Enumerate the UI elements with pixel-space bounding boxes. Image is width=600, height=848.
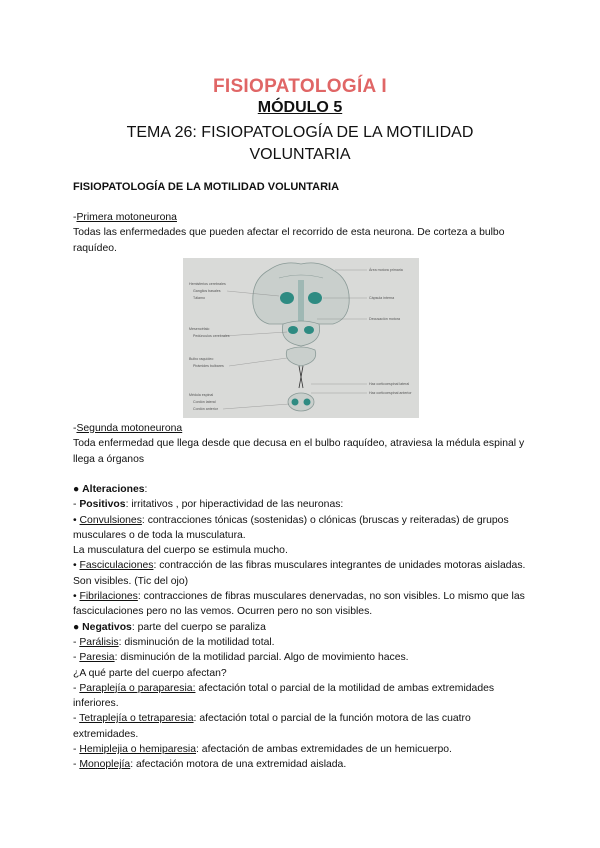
dash: - — [73, 759, 80, 771]
tetraplejia-item — [73, 711, 533, 742]
convulsiones-item — [73, 513, 533, 544]
right-label: Haz corticoespinal lateral — [369, 382, 410, 386]
alteraciones-block — [73, 482, 533, 773]
bullet: ● — [73, 621, 80, 633]
fasciculaciones-item — [73, 558, 533, 589]
primera-prefix: - — [73, 212, 77, 223]
left-label: Bulbo raquídeo — [189, 357, 214, 361]
left-label: Hemisferios cerebrales — [189, 282, 226, 286]
primera-text: Todas las enfermedades que pueden afectar el recorrido de esta neurona. De corteza a bulbo raquídeo. — [73, 227, 505, 254]
positivos-label: Positivos — [79, 499, 126, 511]
paresia-text: : disminución de la motilidad parcial. Algo de movimiento haces. — [114, 652, 409, 664]
negativos-label: Negativos — [82, 621, 132, 633]
fasciculaciones-text: : contracción de las fibras musculares integrantes de unidades motoras aisladas. Son visibles. (Tic del ojo) — [73, 560, 526, 587]
bullet: • — [73, 514, 80, 526]
right-label: Decusación motora — [369, 317, 400, 321]
right-label: Haz corticoespinal anterior — [369, 391, 412, 395]
fasciculaciones-term: Fasciculaciones — [79, 560, 154, 572]
question-line: ¿A qué parte del cuerpo afectan? — [73, 667, 227, 679]
spinal-right-tract — [304, 399, 311, 406]
course-title: FISIOPATOLOGÍA I — [212, 76, 388, 97]
monoplejia-term: Monoplejía — [79, 759, 131, 771]
alteraciones-heading — [73, 482, 533, 497]
right-basal-ganglia — [308, 292, 322, 304]
fibrilaciones-item — [73, 589, 533, 620]
paraplejia-item — [73, 681, 533, 712]
monoplejia-item — [73, 757, 533, 772]
monoplejia-text: : afectación motora de una extremidad aislada. — [130, 759, 347, 771]
convulsiones-term: Convulsiones — [79, 514, 142, 526]
convulsiones-text: : contracciones tónicas (sostenidas) o clónicas (bruscas y reiteradas) de grupos musculares o de toda la musculatura. — [73, 514, 509, 541]
spinal-left-tract — [292, 399, 299, 406]
topic-title: TEMA 26: FISIOPATOLOGÍA DE LA MOTILIDAD VOLUNTARIA — [126, 124, 474, 163]
fibrilaciones-text: : contracciones de fibras musculares denervadas, no son visibles. Lo mismo que las fasciculaciones pero no las vemos. Ocurren pero no son visibles. — [73, 591, 525, 618]
section-heading: FISIOPATOLOGÍA DE LA MOTILIDAD VOLUNTARIA — [73, 181, 340, 193]
negativos-text: : parte del cuerpo se paraliza — [131, 621, 266, 633]
segunda-title: Segunda motoneurona — [76, 423, 183, 434]
paraplejia-text: afectación total o parcial de la motilidad de ambas extremidades inferiores. — [73, 682, 495, 710]
dash: - — [73, 744, 80, 756]
bullet: ● — [73, 484, 80, 495]
right-label: Área motora primaria — [369, 268, 403, 272]
segunda-motoneurona-block — [73, 421, 533, 467]
motor-pathway-figure — [183, 258, 419, 418]
positivos-text: : irritativos , por hiperactividad de las neuronas: — [125, 499, 344, 511]
right-peduncle — [304, 326, 314, 334]
left-label: Cordón anterior — [193, 407, 218, 411]
dash: - — [73, 636, 80, 648]
internal-capsule — [298, 280, 304, 324]
segunda-text: Toda enfermedad que llega desde que decusa en el bulbo raquídeo, atraviesa la médula espinal y llega a órganos — [73, 438, 525, 465]
paresia-item — [73, 650, 533, 665]
negativos-line — [73, 620, 533, 635]
paralisis-item — [73, 635, 533, 650]
hemiplejia-text: : afectación de ambas extremidades de un hemicuerpo. — [196, 744, 452, 756]
bullet: • — [73, 560, 80, 572]
hemiplejia-term: Hemiplejia o hemiparesia — [79, 744, 197, 756]
paralisis-text: : disminución de la motilidad total. — [118, 636, 275, 648]
tetraplejia-term: Tetraplejía o tetraparesia — [79, 713, 194, 725]
segunda-prefix: - — [73, 423, 77, 434]
paralisis-term: Parálisis — [79, 636, 119, 648]
musculatura-line: La musculatura del cuerpo se estimula mucho. — [73, 545, 288, 557]
module-title: MÓDULO 5 — [257, 99, 343, 116]
right-label: Cápsula interna — [369, 296, 395, 300]
left-label: Cordón lateral — [193, 400, 216, 404]
bullet: • — [73, 591, 80, 603]
dash: - — [73, 713, 80, 725]
left-label: Médula espinal — [189, 393, 214, 397]
primera-motoneurona-block — [73, 210, 533, 256]
motor-pathway-diagram — [183, 258, 419, 418]
alteraciones-title: Alteraciones — [82, 484, 145, 495]
hemiplejia-item — [73, 742, 533, 757]
positivos-line — [73, 497, 533, 512]
left-label: Mesencéfalo — [189, 327, 210, 331]
left-basal-ganglia — [280, 292, 294, 304]
primera-title: Primera motoneurona — [76, 212, 177, 223]
dash: - — [73, 682, 80, 694]
tetraplejia-text: : afectación total o parcial de la función motora de las cuatro extremidades. — [73, 713, 471, 740]
paraplejia-term: Paraplejía o paraparesia: — [79, 682, 196, 694]
dash: - — [73, 652, 80, 664]
left-peduncle — [288, 326, 298, 334]
left-label: Pirámides bulbares — [193, 364, 224, 368]
left-label: Pedúnculos cerebrales — [193, 334, 230, 338]
fibrilaciones-term: Fibrilaciones — [79, 591, 138, 603]
left-label: Tálamo — [193, 296, 205, 300]
dash: - — [73, 499, 80, 511]
paresia-term: Paresia — [79, 652, 115, 664]
colon: : — [144, 484, 148, 495]
left-label: Ganglios basales — [193, 289, 221, 293]
